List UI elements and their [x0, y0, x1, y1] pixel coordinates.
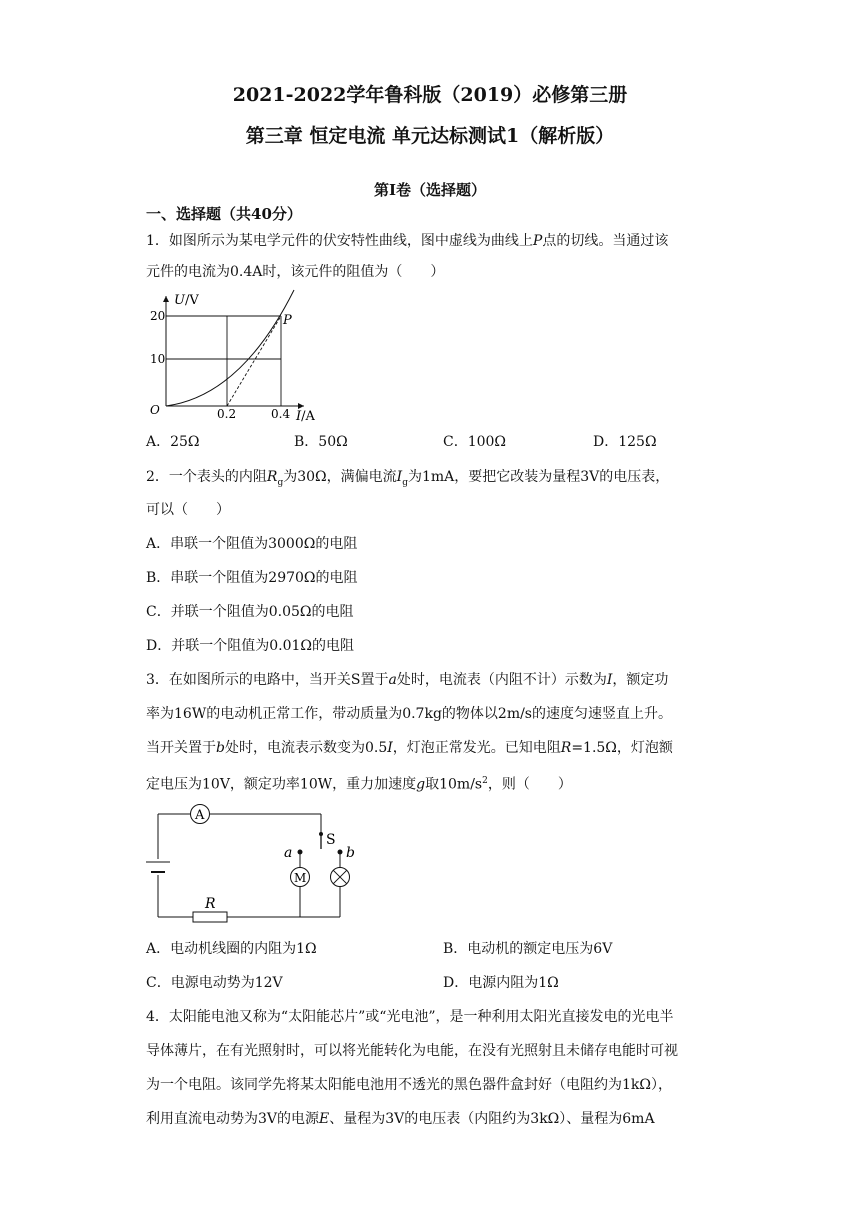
q2-option-b[interactable]: B．串联一个阻值为2970Ω的电阻: [146, 570, 358, 586]
tangent-line: [227, 316, 281, 406]
motor-label: M: [294, 871, 307, 885]
q3-text-c: ，额定功: [612, 672, 669, 688]
q1-iu-graph: [146, 288, 316, 422]
q4-line-1: 4．太阳能电池又称为“太阳能芯片”或“光电池”，是一种利用太阳光直接发电的光电半: [146, 1009, 674, 1025]
q3-text-e: 处时，电流表示数变为0.5: [224, 740, 388, 756]
section-heading: 一、选择题（共40分）: [146, 205, 302, 223]
q2-option-a[interactable]: A．串联一个阻值为3000Ω的电阻: [146, 536, 358, 552]
q1-line-2: 元件的电流为0.4A时，该元件的阻值为（ ）: [146, 264, 445, 280]
q2-option-c[interactable]: C．并联一个阻值为0.05Ω的电阻: [146, 604, 354, 620]
q3-var-b: b: [216, 740, 225, 756]
q3-line-1: [146, 670, 668, 690]
q3-sup-2: 2: [482, 776, 488, 786]
q2-line-2: 可以（ ）: [146, 502, 230, 518]
resistor-label: R: [205, 896, 216, 912]
q2-text-a: 2．一个表头的内阻: [146, 469, 267, 485]
q1-text-b: 点的切线。当通过该: [542, 233, 669, 249]
resistor-box: [193, 912, 227, 922]
q1-option-a[interactable]: A．25Ω: [146, 434, 200, 450]
q1-line-1: [146, 231, 668, 251]
q3-var-a: a: [388, 672, 397, 688]
q4-line-2: 导体薄片，在有光照射时，可以将光能转化为电能，在没有光照射且未储存电能时可视: [146, 1043, 678, 1059]
q3-text-a: 3．在如图所示的电路中，当开关S置于: [146, 672, 389, 688]
q2-text-b: 为30Ω，满偏电流: [283, 469, 397, 485]
q3-text-d: 当开关置于: [146, 740, 216, 756]
q3-line-2: 率为16W的电动机正常工作，带动质量为0.7kg的物体以2m/s的速度匀速竖直上升。: [146, 706, 672, 722]
q4-text-b: 、量程为3V的电压表（内阻约为3kΩ）、量程为6mA: [329, 1111, 655, 1127]
switch-pivot: [319, 832, 323, 836]
q3-text-g: =1.5Ω，灯泡额: [571, 740, 673, 756]
q1-point-p: P: [532, 233, 543, 249]
volume-heading: 第Ⅰ卷（选择题）: [373, 181, 487, 199]
x-tick-0-2: 0.2: [217, 407, 237, 421]
q3-text-j: ，则（ ）: [487, 776, 572, 793]
q3-var-i: I: [606, 672, 613, 688]
q2-option-d[interactable]: D．并联一个阻值为0.01Ω的电阻: [146, 638, 355, 654]
title-line-2: 第三章 恒定电流 单元达标测试1（解析版）: [245, 125, 615, 147]
origin-label: O: [150, 403, 160, 417]
x-tick-0-4: 0.4: [271, 407, 291, 421]
point-p-label: P: [283, 313, 292, 328]
q1-option-b[interactable]: B．50Ω: [294, 434, 348, 450]
q3-line-4: [146, 771, 572, 795]
q1-option-d[interactable]: D．125Ω: [593, 434, 657, 450]
title-line-1: 2021-2022学年鲁科版（2019）必修第三册: [232, 84, 628, 106]
q1-option-c[interactable]: C．100Ω: [443, 434, 507, 450]
q3-text-f: ，灯泡正常发光。已知电阻: [392, 740, 561, 756]
contact-a: [298, 850, 303, 855]
q3-var-i2: I: [387, 740, 393, 756]
q4-line-4: [146, 1109, 655, 1129]
q4-var-e: E: [319, 1111, 330, 1127]
q3-option-b[interactable]: B．电动机的额定电压为6V: [443, 941, 613, 957]
q4-line-3: 为一个电阻。该同学先将某太阳能电池用不透光的黑色器件盒封好（电阻约为1kΩ），: [146, 1077, 672, 1093]
q2-ig-sub: g: [402, 477, 408, 488]
switch-label: S: [326, 832, 336, 848]
i-axis-label: I/A: [296, 409, 315, 422]
q3-option-a[interactable]: A．电动机线圈的内阻为1Ω: [146, 941, 317, 957]
y-tick-20: 20: [150, 309, 166, 323]
ammeter-label: A: [195, 808, 205, 823]
q2-text-c: 为1mA，要把它改装为量程3V的电压表，: [407, 469, 670, 485]
contact-b-label: b: [346, 845, 355, 861]
q2-rg-symbol: R: [266, 469, 278, 485]
q2-rg-sub: g: [277, 477, 284, 488]
q3-option-d[interactable]: D．电源内阻为1Ω: [443, 975, 559, 991]
q3-text-i: 取10m/s: [425, 776, 483, 793]
q2-line-1: [146, 467, 669, 493]
u-axis-label: U/V: [174, 293, 199, 308]
q3-text-b: 处时，电流表（内阻不计）示数为: [396, 672, 607, 688]
q3-option-c[interactable]: C．电源电动势为12V: [146, 975, 283, 991]
q4-text-a: 利用直流电动势为3V的电源: [146, 1111, 320, 1127]
q3-text-h: 定电压为10V，额定功率10W，重力加速度: [146, 776, 417, 793]
q3-circuit-diagram: [146, 800, 366, 925]
q2-ig-symbol: I: [396, 469, 403, 485]
q3-line-3: [146, 738, 673, 758]
contact-b: [338, 850, 343, 855]
q1-text-a: 1．如图所示为某电学元件的伏安特性曲线，图中虚线为曲线上: [146, 233, 533, 249]
q3-var-g: g: [416, 776, 426, 793]
contact-a-label: a: [284, 845, 293, 861]
y-tick-10: 10: [150, 352, 166, 366]
q3-var-r: R: [560, 740, 572, 756]
